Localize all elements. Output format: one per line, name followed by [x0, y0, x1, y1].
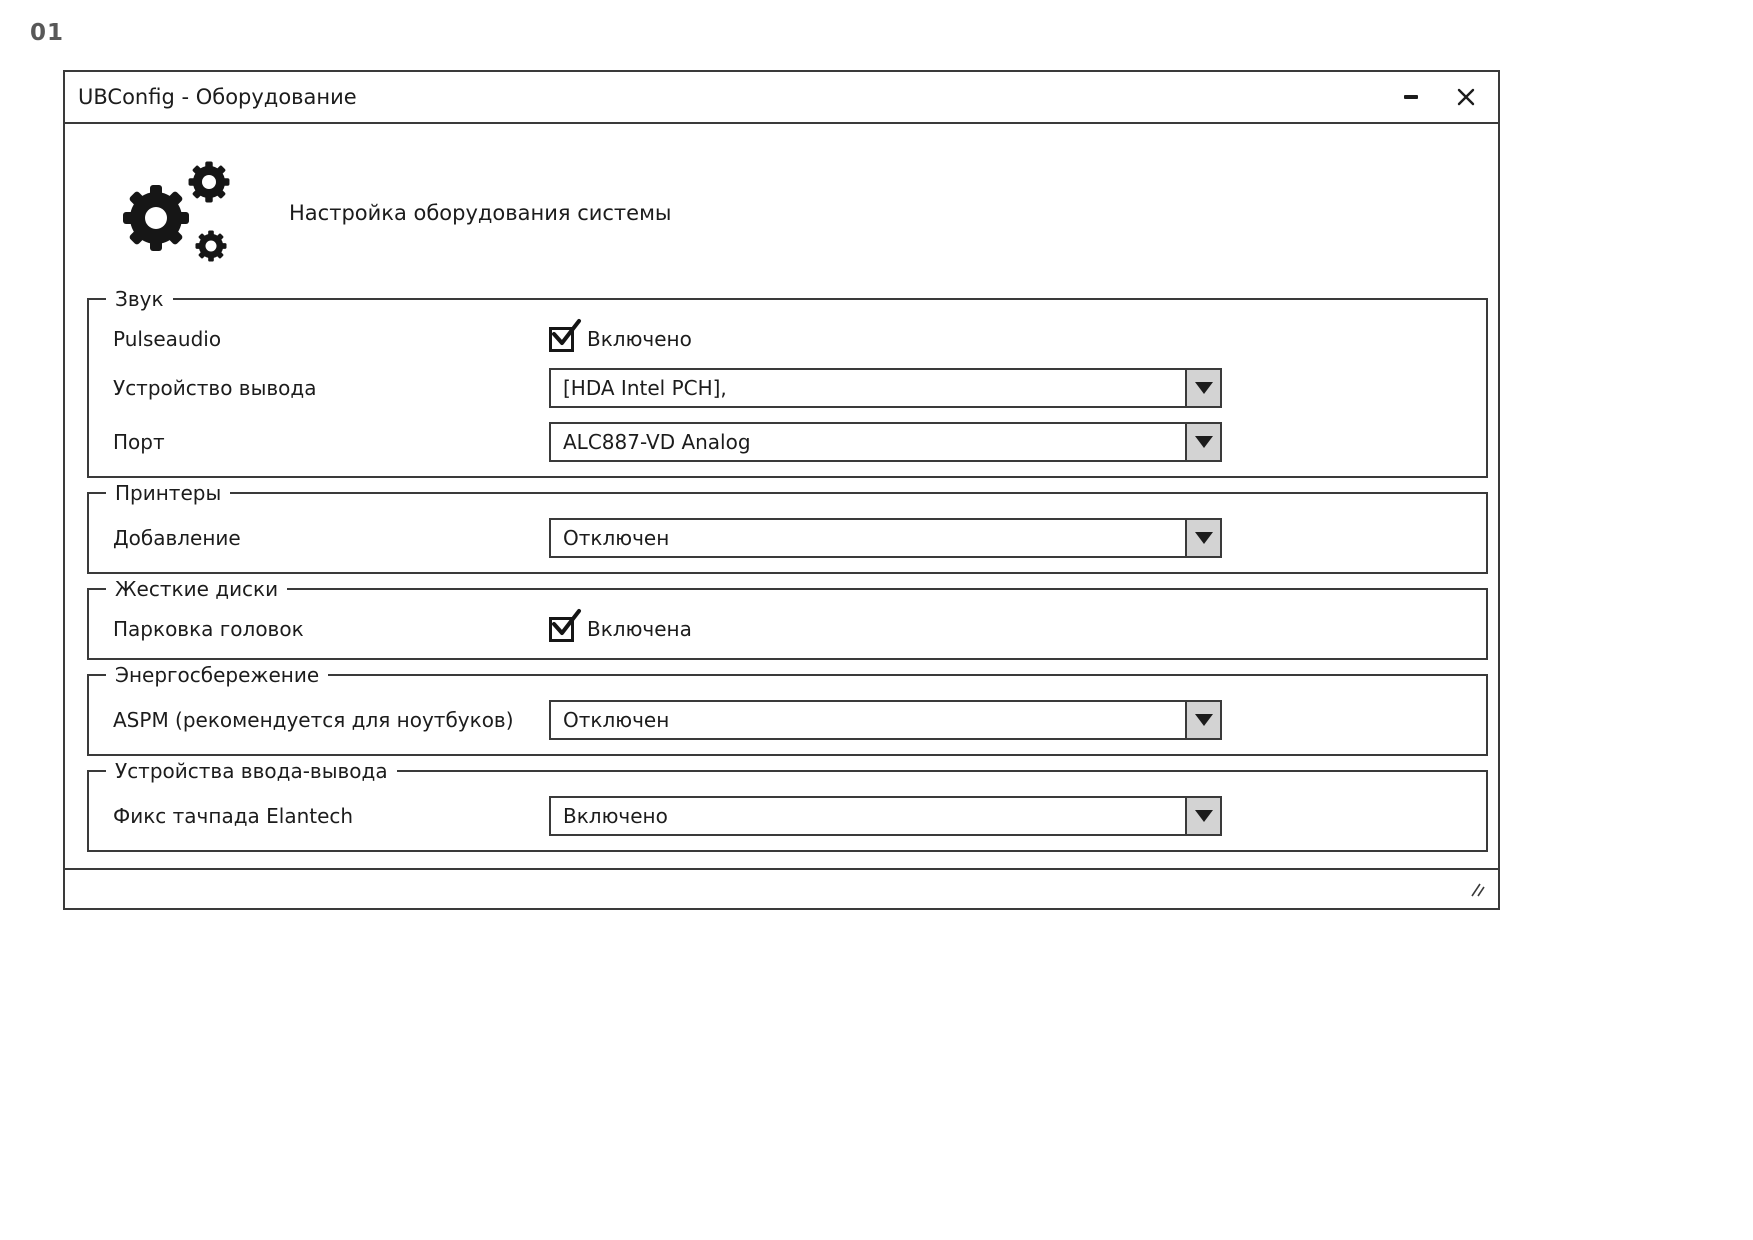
- group-legend: Звук: [106, 287, 173, 311]
- combobox-value: Отключен: [563, 708, 670, 732]
- resize-grip-icon: [1464, 880, 1486, 898]
- field-label: Порт: [113, 430, 165, 454]
- window-subtitle: Настройка оборудования системы: [289, 201, 672, 225]
- group-legend: Устройства ввода-вывода: [106, 759, 397, 783]
- hard-drives-group: [87, 577, 1488, 660]
- checkmark-icon: [550, 319, 582, 349]
- printer-add-combobox[interactable]: [549, 518, 1222, 558]
- checkbox-box[interactable]: [549, 617, 574, 642]
- field-label: Добавление: [113, 526, 241, 550]
- pulseaudio-row: [113, 324, 1468, 354]
- checkbox-state-label: Включено: [587, 327, 692, 351]
- combobox-dropdown-button[interactable]: [1185, 370, 1220, 406]
- combobox-dropdown-button[interactable]: [1185, 520, 1220, 556]
- group-legend: Жесткие диски: [106, 577, 287, 601]
- minimize-icon: [1404, 94, 1420, 100]
- power-saving-group: [87, 663, 1488, 756]
- statusbar: [65, 868, 1498, 908]
- combobox-dropdown-button[interactable]: [1185, 702, 1220, 738]
- ubconfig-window: [63, 70, 1500, 910]
- combobox-value: Включено: [563, 804, 668, 828]
- checkmark-icon: [550, 609, 582, 639]
- dropdown-arrow-icon: [1195, 382, 1213, 394]
- checkbox-state-label: Включена: [587, 617, 692, 641]
- close-icon: [1456, 87, 1476, 107]
- combobox-value: [HDA Intel PCH],: [563, 376, 727, 400]
- dropdown-arrow-icon: [1195, 436, 1213, 448]
- elantech-fix-row: [113, 796, 1468, 836]
- dropdown-arrow-icon: [1195, 532, 1213, 544]
- port-row: [113, 422, 1468, 462]
- pulseaudio-checkbox[interactable]: [549, 324, 692, 354]
- output-device-combobox[interactable]: [549, 368, 1222, 408]
- field-label: Pulseaudio: [113, 327, 222, 351]
- header-row: [111, 152, 1488, 274]
- field-label: Парковка головок: [113, 617, 304, 641]
- port-combobox[interactable]: [549, 422, 1222, 462]
- window-content: [65, 124, 1498, 868]
- field-label: ASPM (рекомендуется для ноутбуков): [113, 708, 514, 732]
- head-parking-checkbox[interactable]: [549, 614, 692, 644]
- group-legend: Принтеры: [106, 481, 230, 505]
- io-devices-group: [87, 759, 1488, 852]
- printers-group: [87, 481, 1488, 574]
- window-titlebar[interactable]: [65, 72, 1498, 124]
- window-title: UBConfig - Оборудование: [78, 85, 357, 109]
- group-legend: Энергосбережение: [106, 663, 328, 687]
- combobox-dropdown-button[interactable]: [1185, 798, 1220, 834]
- combobox-dropdown-button[interactable]: [1185, 424, 1220, 460]
- field-label: Устройство вывода: [113, 376, 317, 400]
- aspm-row: [113, 700, 1468, 740]
- elantech-touchpad-combobox[interactable]: [549, 796, 1222, 836]
- field-label: Фикс тачпада Elantech: [113, 804, 354, 828]
- sound-group: [87, 287, 1488, 478]
- checkbox-box[interactable]: [549, 327, 574, 352]
- printer-add-row: [113, 518, 1468, 558]
- combobox-value: Отключен: [563, 526, 670, 550]
- head-parking-row: [113, 614, 1468, 644]
- aspm-combobox[interactable]: [549, 700, 1222, 740]
- dropdown-arrow-icon: [1195, 714, 1213, 726]
- dropdown-arrow-icon: [1195, 810, 1213, 822]
- window-controls: [1400, 85, 1478, 109]
- gears-icon: [111, 152, 241, 274]
- close-button[interactable]: [1454, 85, 1478, 109]
- combobox-value: ALC887-VD Analog: [563, 430, 751, 454]
- resize-grip[interactable]: [1464, 880, 1486, 898]
- output-device-row: [113, 368, 1468, 408]
- minimize-button[interactable]: [1400, 85, 1424, 109]
- slide-number-label: 01: [30, 20, 65, 46]
